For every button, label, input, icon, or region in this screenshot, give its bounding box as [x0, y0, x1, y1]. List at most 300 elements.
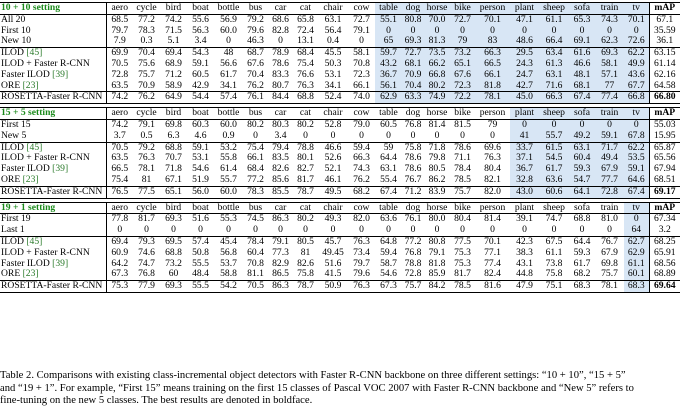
- value-cell: 49.4: [595, 153, 624, 164]
- value-cell: 78.6: [454, 141, 471, 153]
- value-cell: 81.7: [450, 269, 475, 280]
- value-cell: 83: [475, 36, 510, 47]
- value-cell: 81.6: [475, 281, 510, 293]
- value-cell: 70.5: [106, 142, 133, 153]
- value-cell: 80.2: [297, 118, 314, 130]
- value-cell: 79: [487, 118, 498, 130]
- class-header-bike: bike: [450, 202, 475, 214]
- value-cell: 82.1: [475, 175, 510, 186]
- value-cell: 79.1: [138, 118, 155, 130]
- value-cell: 71.2: [402, 186, 424, 198]
- value-cell: 66.8: [624, 92, 649, 104]
- class-header-aero: aero: [106, 3, 133, 15]
- value-cell: 78.5: [450, 175, 475, 186]
- method-name: [0, 175, 106, 186]
- value-cell: 57.1: [595, 70, 624, 81]
- value-cell: 39.1: [516, 213, 533, 225]
- value-cell: 69.9: [106, 48, 133, 59]
- value-cell: 63.4: [539, 48, 569, 59]
- value-cell: 63.5: [106, 153, 133, 164]
- value-cell: 82.6: [272, 163, 289, 175]
- value-cell: 62.3: [595, 36, 624, 47]
- value-cell: 80.4: [484, 163, 501, 175]
- class-header-boat: boat: [187, 202, 214, 214]
- value-cell: 69.6: [484, 141, 501, 153]
- class-header-bottle: bottle: [214, 108, 243, 120]
- value-cell: 52.4: [318, 92, 348, 104]
- citation: [45]: [26, 235, 43, 247]
- value-cell: 72.6: [624, 36, 649, 47]
- method-label: ORE: [1, 173, 21, 185]
- value-cell: 69.4: [106, 236, 133, 247]
- class-header-table: table: [375, 108, 402, 120]
- value-cell: 80.2: [247, 118, 264, 130]
- class-header-dog: dog: [402, 202, 424, 214]
- value-cell: 51.6: [192, 213, 209, 225]
- class-header-chair: chair: [318, 3, 348, 15]
- value-cell: 0: [187, 225, 214, 236]
- value-cell: 0: [348, 36, 375, 47]
- value-cell: 76.1: [243, 92, 268, 104]
- class-header-bus: bus: [243, 3, 268, 15]
- value-cell: 75.1: [539, 281, 569, 293]
- value-cell: 52.1: [324, 163, 342, 175]
- value-cell: 68.3: [624, 281, 649, 293]
- class-header-bottle: bottle: [214, 202, 243, 214]
- value-cell: 71.2: [165, 68, 182, 80]
- value-cell: 0: [624, 119, 649, 130]
- value-cell: 56.0: [187, 186, 214, 198]
- value-cell: 0: [450, 26, 475, 37]
- value-cell: 56.3: [192, 24, 209, 36]
- value-cell: 69.3: [402, 36, 424, 47]
- setting-header-row: [0, 3, 680, 15]
- value-cell: 0: [318, 225, 348, 236]
- value-cell: 69.8: [165, 118, 182, 130]
- value-cell: 82.8: [272, 24, 289, 36]
- value-cell: 60.0: [220, 24, 237, 36]
- value-cell: 84.4: [268, 92, 293, 104]
- value-cell: 74.7: [138, 257, 155, 269]
- class-header-car: car: [268, 3, 293, 15]
- value-cell: 63.1: [539, 70, 569, 81]
- value-cell: 13.1: [293, 36, 318, 47]
- map-cell: 64.58: [649, 81, 680, 92]
- value-cell: 50.3: [324, 57, 342, 69]
- value-cell: 67.1: [160, 175, 187, 186]
- method-label: First 15: [1, 118, 31, 130]
- value-cell: 70.0: [424, 14, 450, 25]
- value-cell: 72.4: [297, 24, 314, 36]
- value-cell: 68.7: [247, 47, 264, 59]
- value-cell: 86.2: [424, 175, 450, 186]
- value-cell: 79.7: [106, 26, 133, 37]
- value-cell: 0: [268, 36, 293, 47]
- value-cell: 78.3: [243, 186, 268, 198]
- value-cell: 76.3: [348, 281, 375, 293]
- value-cell: 54.2: [214, 281, 243, 293]
- value-cell: 62.9: [375, 92, 402, 104]
- value-cell: 56.1: [375, 81, 402, 92]
- class-header-train: train: [595, 3, 624, 15]
- value-cell: 0: [375, 225, 402, 236]
- value-cell: 36.7: [510, 164, 539, 175]
- comparison-row: [0, 269, 680, 280]
- value-cell: 78.4: [454, 163, 471, 175]
- value-cell: 0: [475, 131, 510, 142]
- value-cell: 60.1: [624, 269, 649, 280]
- method-label: Last 1: [1, 224, 25, 236]
- value-cell: 67.4: [569, 92, 595, 104]
- value-cell: 0.4: [318, 36, 348, 47]
- value-cell: 65.1: [450, 59, 475, 70]
- value-cell: 64.6: [624, 175, 649, 186]
- value-cell: 64.1: [569, 186, 595, 198]
- value-cell: 80.8: [402, 14, 424, 25]
- class-header-horse: horse: [424, 108, 450, 120]
- setting-title: [0, 108, 106, 120]
- value-cell: 33.7: [510, 142, 539, 153]
- value-cell: 79: [450, 36, 475, 47]
- value-cell: 53.7: [220, 257, 237, 269]
- map-cell: 3.2: [649, 225, 680, 236]
- value-cell: 77.8: [106, 214, 133, 225]
- citation: [39]: [52, 163, 69, 175]
- value-cell: 63.6: [380, 213, 397, 225]
- map-cell: 15.95: [649, 131, 680, 142]
- value-cell: 0: [348, 225, 375, 236]
- value-cell: 76.2: [348, 175, 375, 186]
- value-cell: 70.4: [402, 81, 424, 92]
- value-cell: 0: [293, 225, 318, 236]
- class-header-bus: bus: [243, 108, 268, 120]
- value-cell: 65.3: [569, 14, 595, 25]
- value-cell: 79.6: [247, 24, 264, 36]
- value-cell: 83.5: [272, 152, 289, 164]
- value-cell: 60.0: [214, 186, 243, 198]
- value-cell: 55.5: [192, 257, 209, 269]
- value-cell: 76.2: [133, 92, 160, 104]
- value-cell: 66.1: [247, 152, 264, 164]
- value-cell: 45.7: [324, 235, 342, 247]
- value-cell: 63.5: [106, 81, 133, 92]
- value-cell: 59.1: [192, 57, 209, 69]
- method-name: [0, 186, 106, 198]
- value-cell: 0: [402, 131, 424, 142]
- value-cell: 0: [510, 225, 539, 236]
- class-header-dog: dog: [402, 108, 424, 120]
- citation: [39]: [52, 257, 69, 269]
- class-header-sofa: sofa: [569, 3, 595, 15]
- value-cell: 81.8: [428, 257, 446, 269]
- class-header-plant: plant: [510, 108, 539, 120]
- value-cell: 68.1: [569, 81, 595, 92]
- value-cell: 78.1: [475, 92, 510, 104]
- value-cell: 59.1: [595, 131, 624, 142]
- value-cell: 77.7: [595, 175, 624, 186]
- value-cell: 67.4: [624, 186, 649, 198]
- value-cell: 67.4: [375, 186, 402, 198]
- value-cell: 62.9: [624, 248, 649, 259]
- value-cell: 66.1: [348, 81, 375, 92]
- value-cell: 4.6: [187, 131, 214, 142]
- value-cell: 77.4: [595, 92, 624, 104]
- map-cell: 68.25: [649, 236, 680, 247]
- class-header-table: table: [375, 202, 402, 214]
- value-cell: 75.7: [450, 186, 475, 198]
- value-cell: 59.1: [192, 141, 209, 153]
- value-cell: 45.0: [510, 92, 539, 104]
- value-cell: 60.0: [220, 118, 237, 130]
- value-cell: 55.8: [220, 152, 237, 164]
- map-cell: 67.34: [649, 214, 680, 225]
- value-cell: 70.9: [402, 70, 424, 81]
- value-cell: 72.7: [353, 13, 370, 25]
- value-cell: 57.4: [192, 235, 209, 247]
- value-cell: 62.2: [624, 48, 649, 59]
- value-cell: 56.4: [324, 24, 342, 36]
- map-cell: 67.94: [649, 164, 680, 175]
- class-header-chair: chair: [318, 108, 348, 120]
- class-header-person: person: [475, 3, 510, 15]
- setting-title-text: 19 + 1 setting: [1, 201, 56, 213]
- value-cell: 61.1: [624, 259, 649, 270]
- value-cell: 49.45: [322, 246, 344, 258]
- ours-row: [0, 92, 680, 104]
- comparison-row: [0, 175, 680, 186]
- value-cell: 80.4: [454, 213, 471, 225]
- method-label: ILOD + Faster R-CNN: [1, 57, 90, 69]
- value-cell: 85.9: [424, 269, 450, 280]
- value-cell: 75.7: [402, 281, 424, 293]
- value-cell: 55.6: [192, 13, 209, 25]
- value-cell: 76.3: [353, 235, 370, 247]
- method-name: [0, 81, 106, 92]
- value-cell: 0: [510, 119, 539, 130]
- value-cell: 0: [348, 131, 375, 142]
- value-cell: 55.7: [214, 175, 243, 186]
- value-cell: 76.3: [484, 152, 501, 164]
- value-cell: 75.8: [539, 269, 569, 280]
- comparison-row: [0, 70, 680, 81]
- value-cell: 66.5: [106, 164, 133, 175]
- value-cell: 68.8: [573, 213, 591, 225]
- value-cell: 73.2: [450, 48, 475, 59]
- value-cell: 60.5: [380, 118, 397, 130]
- value-cell: 41: [510, 131, 539, 142]
- value-cell: 0: [569, 26, 595, 37]
- class-header-bike: bike: [450, 108, 475, 120]
- value-cell: 74.6: [138, 246, 155, 258]
- value-cell: 76.8: [404, 246, 422, 258]
- value-cell: 85.6: [268, 175, 293, 186]
- value-cell: 80.2: [297, 213, 314, 225]
- value-cell: 0: [424, 131, 450, 142]
- map-cell: 62.16: [649, 70, 680, 81]
- value-cell: 72.8: [402, 269, 424, 280]
- class-header-table: table: [375, 3, 402, 15]
- value-cell: 68.3: [569, 281, 595, 293]
- value-cell: 76.5: [106, 186, 133, 198]
- value-cell: 63.1: [380, 163, 397, 175]
- value-cell: 51.6: [324, 257, 342, 269]
- value-cell: 0: [318, 131, 348, 142]
- value-cell: 68.4: [247, 163, 264, 175]
- value-cell: 81.1: [243, 269, 268, 280]
- value-cell: 86.3: [268, 281, 293, 293]
- value-cell: 34.1: [214, 81, 243, 92]
- method-label: First 19: [1, 213, 31, 225]
- value-cell: 81.5: [454, 118, 471, 130]
- class-header-car: car: [268, 108, 293, 120]
- value-cell: 67.7: [624, 81, 649, 92]
- value-cell: 79.0: [353, 118, 370, 130]
- value-cell: 71.8: [165, 163, 182, 175]
- value-cell: 58.1: [595, 59, 624, 70]
- value-cell: 0: [475, 26, 510, 37]
- value-cell: 77.2: [243, 175, 268, 186]
- value-cell: 3.7: [106, 131, 133, 142]
- method-label: First 10: [1, 24, 31, 36]
- value-cell: 81.0: [601, 213, 618, 225]
- value-cell: 60.9: [106, 248, 133, 259]
- value-cell: 78.5: [450, 281, 475, 293]
- setting-title: [0, 3, 106, 15]
- value-cell: 49.5: [318, 186, 348, 198]
- value-cell: 60.4: [569, 153, 595, 164]
- value-cell: 46.3: [243, 36, 268, 47]
- class-header-tv: tv: [624, 202, 649, 214]
- method-label: ORE: [1, 79, 21, 91]
- value-cell: 49.3: [324, 213, 342, 225]
- value-cell: 81.3: [424, 36, 450, 47]
- value-cell: 0: [624, 26, 649, 37]
- value-cell: 63.3: [402, 92, 424, 104]
- value-cell: 81.7: [138, 213, 155, 225]
- class-header-cow: cow: [348, 108, 375, 120]
- value-cell: 59.7: [375, 48, 402, 59]
- class-header-person: person: [475, 202, 510, 214]
- value-cell: 80.0: [428, 213, 446, 225]
- baseline-row: [0, 36, 680, 47]
- value-cell: 46.1: [318, 175, 348, 186]
- value-cell: 0: [424, 225, 450, 236]
- value-cell: 80.2: [424, 81, 450, 92]
- value-cell: 56.8: [220, 246, 237, 258]
- value-cell: 53.1: [324, 68, 342, 80]
- class-header-dog: dog: [402, 3, 424, 15]
- value-cell: 0: [375, 131, 402, 142]
- value-cell: 0: [243, 225, 268, 236]
- value-cell: 43.1: [516, 257, 533, 269]
- map-header: mAP: [649, 3, 680, 15]
- value-cell: 65.8: [297, 13, 314, 25]
- value-cell: 77.1: [484, 246, 501, 258]
- value-cell: 53.5: [624, 153, 649, 164]
- value-cell: 6.3: [160, 131, 187, 142]
- value-cell: 71.6: [539, 81, 569, 92]
- value-cell: 0: [243, 131, 268, 142]
- class-header-cat: cat: [293, 3, 318, 15]
- value-cell: 78.3: [138, 24, 155, 36]
- map-cell: 68.89: [649, 269, 680, 280]
- map-cell: 36.1: [649, 36, 680, 47]
- value-cell: 52.6: [324, 152, 342, 164]
- value-cell: 81.4: [484, 213, 501, 225]
- class-header-bike: bike: [450, 3, 475, 15]
- value-cell: 55.1: [375, 14, 402, 25]
- value-cell: 86.3: [272, 213, 289, 225]
- value-cell: 76.7: [601, 235, 618, 247]
- value-cell: 55.3: [220, 213, 237, 225]
- map-header: mAP: [649, 202, 680, 214]
- value-cell: 75.4: [247, 141, 264, 153]
- value-cell: 60: [160, 269, 187, 280]
- value-cell: 7.9: [106, 36, 133, 47]
- value-cell: 70.1: [624, 14, 649, 25]
- value-cell: 80.3: [272, 118, 289, 130]
- value-cell: 61.6: [569, 48, 595, 59]
- class-header-chair: chair: [318, 202, 348, 214]
- value-cell: 0: [569, 119, 595, 130]
- value-cell: 60.3: [192, 118, 209, 130]
- value-cell: 56.6: [220, 57, 237, 69]
- method-label: ROSETTA-Faster R-CNN: [1, 91, 103, 103]
- value-cell: 66.4: [539, 36, 569, 47]
- value-cell: 78.7: [293, 186, 318, 198]
- value-cell: 60.4: [247, 246, 264, 258]
- value-cell: 68.6: [272, 13, 289, 25]
- value-cell: 82.0: [353, 213, 370, 225]
- value-cell: 82.9: [272, 257, 289, 269]
- value-cell: 59: [383, 141, 394, 153]
- class-header-horse: horse: [424, 3, 450, 15]
- value-cell: 0: [375, 26, 402, 37]
- value-cell: 75.8: [293, 269, 318, 280]
- value-cell: 67.9: [595, 164, 624, 175]
- value-cell: 78.8: [404, 257, 422, 269]
- value-cell: 71.7: [595, 142, 624, 153]
- value-cell: 78.6: [404, 152, 422, 164]
- value-cell: 59.4: [380, 246, 397, 258]
- value-cell: 77.3: [272, 246, 289, 258]
- value-cell: 0: [402, 26, 424, 37]
- value-cell: 76.7: [402, 175, 424, 186]
- setting-title: [0, 202, 106, 214]
- value-cell: 67.3: [375, 281, 402, 293]
- map-cell: 55.03: [649, 119, 680, 130]
- class-header-bird: bird: [160, 3, 187, 15]
- citation: [45]: [26, 47, 43, 59]
- value-cell: 74.3: [353, 163, 370, 175]
- value-cell: 86.5: [268, 269, 293, 280]
- class-header-plant: plant: [510, 3, 539, 15]
- value-cell: 73.8: [545, 257, 563, 269]
- value-cell: 47.1: [510, 14, 539, 25]
- value-cell: 61.1: [539, 14, 569, 25]
- map-cell: 66.80: [649, 92, 680, 104]
- value-cell: 72.3: [353, 68, 370, 80]
- value-cell: 58.7: [380, 257, 397, 269]
- value-cell: 42.7: [510, 81, 539, 92]
- class-header-tv: tv: [624, 3, 649, 15]
- value-cell: 0: [214, 225, 243, 236]
- value-cell: 66.3: [539, 92, 569, 104]
- value-cell: 70.8: [353, 57, 370, 69]
- value-cell: 67.8: [624, 131, 649, 142]
- value-cell: 66.8: [424, 70, 450, 81]
- value-cell: 0: [214, 36, 243, 47]
